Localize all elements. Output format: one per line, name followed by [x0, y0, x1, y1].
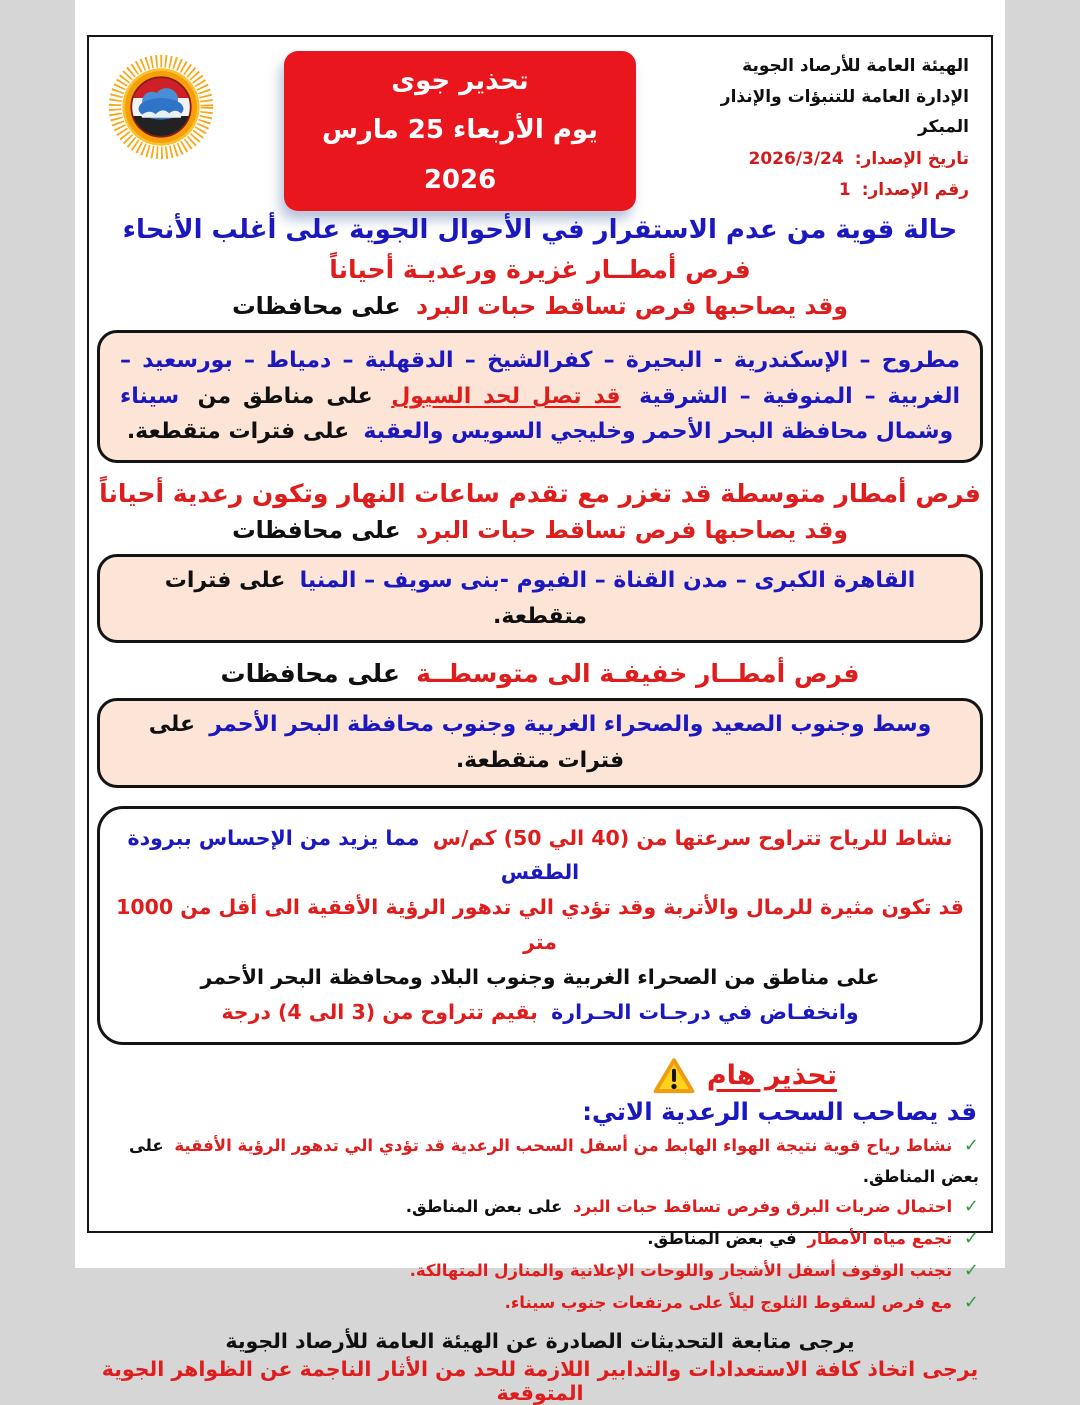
connector-text: على مناطق من: [197, 383, 373, 409]
thunderclouds-intro: قد يصاحب السحب الرعدية الاتي:: [582, 1096, 977, 1126]
wind-speed-line: [114, 821, 966, 891]
moderate-rain-hail-line: [93, 516, 987, 544]
issue-date-value: 2026/3/24: [748, 148, 844, 169]
governorates-word: على محافظات: [232, 292, 401, 321]
areas-list: وسط وجنوب الصعيد والصحراء الغربية وجنوب محافظة البحر الأحمر: [209, 712, 932, 738]
list-item: [101, 1287, 979, 1319]
check-icon: ✓: [963, 1292, 979, 1314]
authority-name: الهيئة العامة للأرصاد الجوية: [742, 56, 969, 76]
temperature-drop-line: [114, 995, 966, 1030]
list-item: [101, 1130, 979, 1191]
document-border-frame: [87, 35, 993, 1405]
footer-precautions-note: يرجى اتخاذ كافة الاستعدادات والتدابير اللازمة للحد من الأثار الناجمة عن الظواهر الجوية المتوقعة: [101, 1357, 979, 1405]
issuing-authority-block: [705, 43, 969, 206]
areas-list: القاهرة الكبرى – مدن القناة – الفيوم -بنى سويف – المنيا: [299, 568, 916, 594]
header: [93, 37, 987, 211]
light-rain-phrase: فرص أمطــار خفيفـة الى متوسطــة: [416, 659, 860, 689]
issue-date: [705, 144, 969, 175]
item-text: مع فرص لسقوط الثلوج ليلاً على مرتفعات جنوب سيناء.: [504, 1293, 953, 1313]
item-text: تجنب الوقوف أسفل الأشجار واللوحات الإعلانية والمنازل المتهالكة.: [409, 1261, 953, 1281]
check-icon: ✓: [963, 1196, 979, 1217]
sun-flag-cloud-icon: [107, 53, 215, 161]
governorates-list: مطروح – الإسكندرية - البحيرة – كفرالشيخ – الدقهلية – دمياط – بورسعيد – الغربية – المنوفية – الشرقية: [120, 348, 961, 409]
list-item: [101, 1191, 979, 1223]
weather-warning-banner: [284, 51, 636, 211]
moderate-rain-governorates-box: [97, 554, 983, 643]
areas-list: سيناء وشمال محافظة البحر الأحمر وخليجي السويس والعقبة: [120, 383, 954, 445]
thunderstorm-effects-list: [101, 1130, 979, 1320]
issue-number-label: رقم الإصدار:: [861, 180, 969, 201]
document-page: [75, 0, 1005, 1405]
light-rain-headline: [93, 659, 987, 688]
temp-drop-values: بقيم تتراوح من (3 الى 4) درجة: [221, 999, 538, 1024]
light-rain-governorates-box: [97, 698, 983, 787]
footer-updates-note: يرجى متابعة التحديثات الصادرة عن الهيئة العامة للأرصاد الجوية: [225, 1329, 855, 1354]
moderate-rain-headline: فرص أمطار متوسطة قد تغزر مع تقدم ساعات النهار وتكون رعدية أحياناً: [99, 479, 981, 509]
temp-drop-text: وانخفـاض في درجـات الحـرارة: [551, 999, 859, 1024]
wind-speed-text: نشاط للرياح تتراوح سرعتها من (40 الي 50) كم/س: [432, 825, 953, 850]
heavy-rain-subheadline: فرص أمطــار غزيرة ورعديـة أحياناً: [329, 255, 751, 285]
hail-phrase: وقد يصاحبها فرص تساقط حبات البرد: [415, 292, 848, 321]
warning-title-text: تحذير هام: [706, 1060, 837, 1092]
important-warning-title: [93, 1057, 837, 1095]
list-item: [101, 1223, 979, 1255]
authority-department: الإدارة العامة للتنبؤات والإنذار المبكر: [720, 86, 969, 138]
issue-number-value: 1: [838, 180, 851, 201]
check-icon: ✓: [963, 1134, 979, 1156]
hail-subheadline: [93, 292, 987, 320]
item-text: تجمع مياه الأمطار: [807, 1229, 953, 1249]
item-text: نشاط رياح قوية نتيجة الهواء الهابط من أسفل السحب الرعدية قد تؤدي الي تدهور الرؤية الأفقية: [174, 1135, 953, 1155]
flood-warning-text: قد تصل لحد السيول: [391, 383, 621, 409]
heavy-rain-governorates-box: [97, 330, 983, 463]
issue-date-label: تاريخ الإصدار:: [854, 148, 969, 169]
main-headline: حالة قوية من عدم الاستقرار في الأحوال الجوية على أغلب الأنحاء: [122, 215, 958, 246]
issue-number: [705, 175, 969, 206]
intermittent-periods-text: على فترات متقطعة.: [148, 712, 625, 773]
item-text: احتمال ضربات البرق وفرص تساقط حبات البرد: [573, 1197, 953, 1216]
item-text-suffix: على بعض المناطق.: [128, 1135, 979, 1186]
meteorology-authority-logo: [107, 53, 215, 161]
governorates-word: على محافظات: [220, 659, 400, 689]
item-text-suffix: في بعض المناطق.: [647, 1229, 797, 1249]
hail-phrase: وقد يصاحبها فرص تساقط حبات البرد: [415, 516, 848, 545]
governorates-word: على محافظات: [232, 516, 401, 545]
intermittent-periods-text: على فترات متقطعة.: [164, 568, 587, 629]
intermittent-periods-text: على فترات متقطعة.: [126, 419, 350, 445]
wind-areas-line: على مناطق من الصحراء الغربية وجنوب البلاد ومحافظة البحر الأحمر: [200, 964, 880, 989]
dust-visibility-line: قد تكون مثيرة للرمال والأتربة وقد تؤدي الي تدهور الرؤية الأفقية الى أقل من 1000 متر: [116, 895, 964, 955]
wind-activity-box: [97, 806, 983, 1045]
banner-date: يوم الأربعاء 25 مارس 2026: [322, 115, 598, 195]
cold-feel-text: مما يزيد من الإحساس ببرودة الطقس: [127, 825, 580, 885]
list-item: [101, 1255, 979, 1287]
check-icon: ✓: [963, 1260, 979, 1282]
check-icon: ✓: [963, 1228, 979, 1250]
item-text-suffix: على بعض المناطق.: [405, 1197, 563, 1216]
warning-triangle-icon: [653, 1057, 695, 1095]
banner-title: تحذير جوى: [391, 66, 529, 96]
